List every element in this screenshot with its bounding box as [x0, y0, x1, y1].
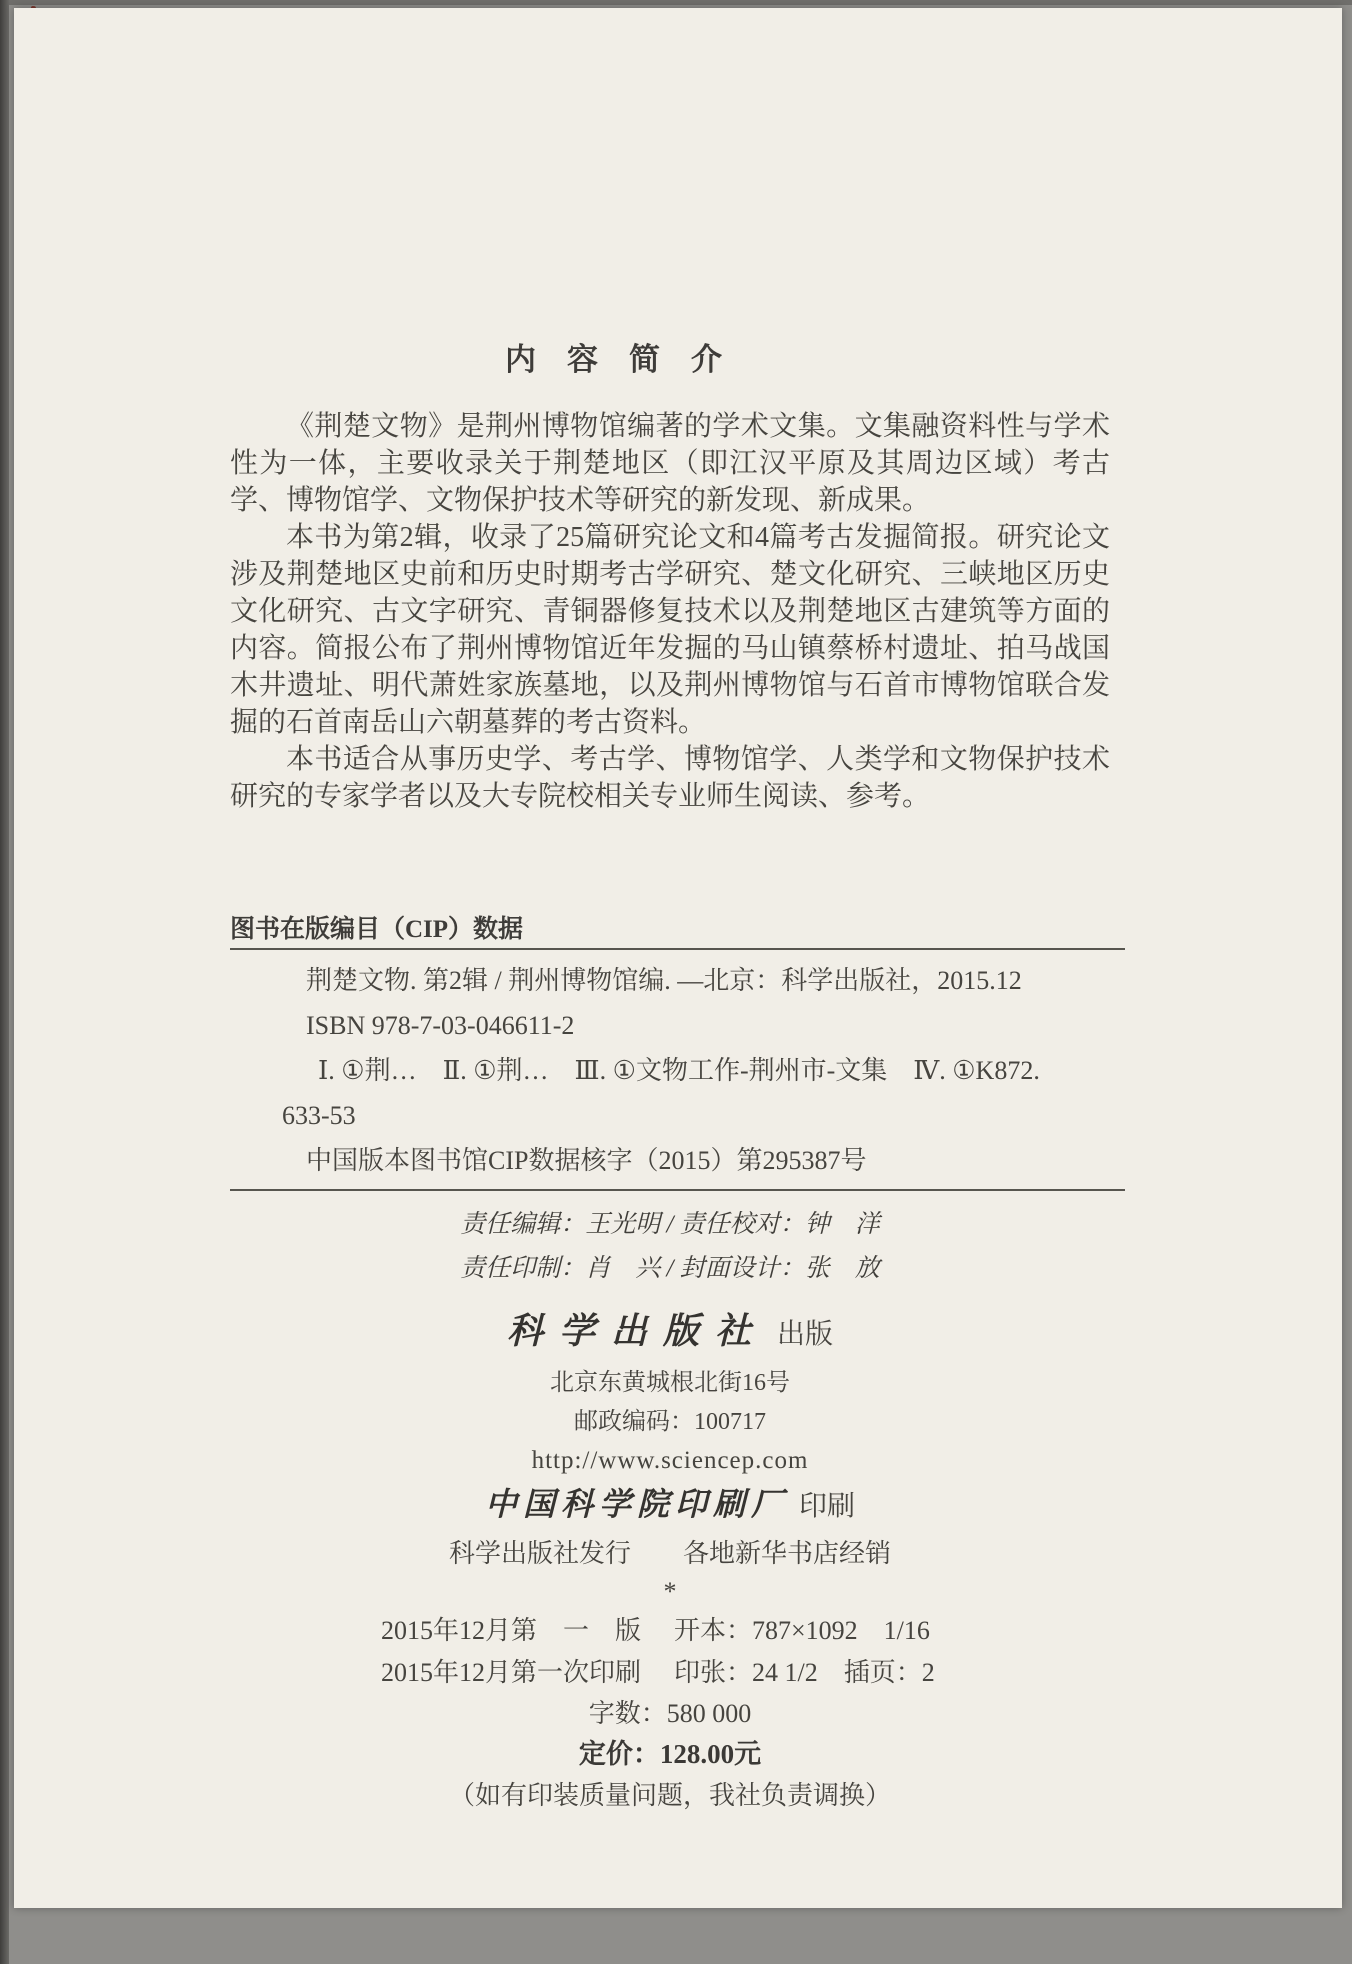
- publisher-logotype: 科学出版社: [506, 1311, 767, 1351]
- printing-date: 2015年12月第一次印刷: [381, 1658, 642, 1687]
- cip-isbn-line: ISBN 978-7-03-046611-2: [306, 1011, 575, 1040]
- edition-row: [230, 1610, 1110, 1652]
- colophon-section: [230, 1307, 1110, 1818]
- cip-catalog-line: 荆楚文物. 第2辑 / 荆州博物馆编. —北京：科学出版社，2015.12: [306, 966, 1022, 995]
- printer-logotype: 中国科学院印刷厂: [484, 1486, 789, 1522]
- edition-date: 2015年12月第 一 版: [381, 1616, 642, 1645]
- word-count: 字数：580 000: [588, 1699, 752, 1728]
- printing-row: [230, 1652, 1110, 1694]
- cip-section: [230, 915, 1110, 1191]
- cip-top-rule: [230, 948, 1125, 950]
- scan-top-edge: [0, 0, 1352, 5]
- credits-section: [230, 1203, 1110, 1291]
- book-page: [14, 8, 1342, 1908]
- printer-role-label: 印刷: [799, 1491, 856, 1522]
- sheets-spec: 印张：24 1/2 插页：2: [674, 1658, 935, 1687]
- quality-note: （如有印装质量问题，我社负责调换）: [448, 1781, 891, 1810]
- credits-line-editors: 责任编辑：王光明 / 责任校对：钟 洋: [460, 1211, 880, 1238]
- page-title: 内 容 简 介: [505, 342, 722, 377]
- distribution-line: 科学出版社发行 各地新华书店经销: [448, 1539, 891, 1568]
- intro-paragraph-2: 本书为第2辑，收录了25篇研究论文和4篇考古发掘简报。研究论文涉及荆楚地区史前和历史时期考古学研究、楚文化研究、三峡地区历史文化研究、古文字研究、青铜器修复技术以及荆楚地区古建筑等方面的内容。简报公布了荆州博物馆近年发掘的马山镇蔡桥村遗址、拍马战国木井遗址、明代萧姓家族墓地，以及荆州博物馆与石首市博物馆联合发掘的石首南岳山六朝墓葬的考古资料。: [230, 522, 1110, 738]
- format-spec: 开本：787×1092 1/16: [674, 1616, 930, 1645]
- page-content: [230, 338, 1110, 1818]
- cip-classification-continuation: 633-53: [282, 1101, 356, 1130]
- cip-registry-line: 中国版本图书馆CIP数据核字（2015）第295387号: [306, 1146, 867, 1175]
- intro-paragraph-1: 《荆楚文物》是荆州博物馆编著的学术文集。文集融资料性与学术性为一体，主要收录关于荆楚地区（即江汉平原及其周边区域）考古学、博物馆学、文物保护技术等研究的新发现、新成果。: [230, 411, 1110, 516]
- cip-classification-line: Ⅰ. ①荆… Ⅱ. ①荆… Ⅲ. ①文物工作-荆州市-文集 Ⅳ. ①K872.: [318, 1056, 1040, 1085]
- printer-line: [230, 1481, 1110, 1534]
- publisher-role-label: 出版: [777, 1319, 834, 1350]
- scan-left-edge: [0, 0, 9, 1964]
- publisher-postcode: 邮政编码：100717: [574, 1409, 766, 1435]
- price-line: 定价：128.00元: [578, 1739, 762, 1769]
- intro-section: [230, 408, 1110, 815]
- publisher-address: 北京东黄城根北街16号: [550, 1370, 790, 1396]
- section-divider-star: *: [663, 1577, 677, 1606]
- cip-bottom-rule: [230, 1189, 1125, 1191]
- cip-header: 图书在版编目（CIP）数据: [230, 916, 524, 943]
- intro-paragraph-3: 本书适合从事历史学、考古学、博物馆学、人类学和文物保护技术研究的专家学者以及大专院校相关专业师生阅读、参考。: [230, 744, 1110, 812]
- publisher-line: [230, 1307, 1110, 1363]
- credits-line-printing: 责任印制：肖 兴 / 封面设计：张 放: [460, 1255, 880, 1282]
- publisher-website: http://www.sciencep.com: [531, 1447, 809, 1474]
